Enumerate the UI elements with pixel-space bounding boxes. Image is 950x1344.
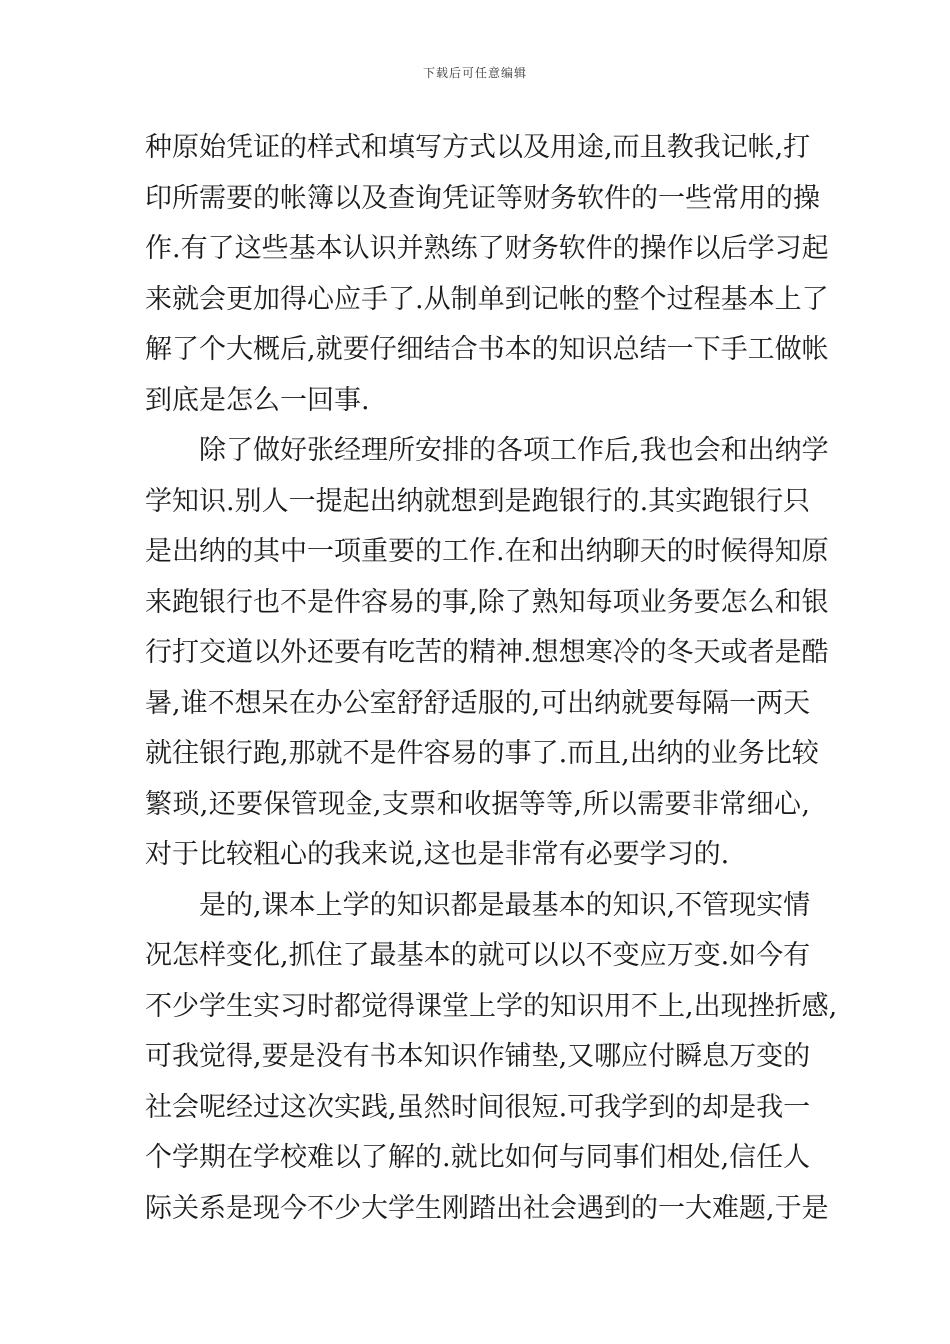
text-line: 个学期在学校难以了解的.就比如何与同事们相处,信任人	[145, 1142, 811, 1173]
text-line: 是出纳的其中一项重要的工作.在和出纳聊天的时候得知原	[145, 536, 829, 567]
text-line: 可我觉得,要是没有书本知识作铺垫,又哪应付瞬息万变的	[145, 1041, 811, 1072]
text-line: 种原始凭证的样式和填写方式以及用途,而且教我记帐,打	[145, 132, 811, 163]
text-line: 行打交道以外还要有吃苦的精神.想想寒冷的冬天或者是酷	[145, 637, 829, 668]
text-line: 繁琐,还要保管现金,支票和收据等等,所以需要非常细心,	[145, 788, 810, 820]
text-line: 到底是怎么一回事.	[145, 384, 370, 416]
text-line: 除了做好张经理所安排的各项工作后,我也会和出纳学	[199, 435, 829, 466]
text-line: 就往银行跑,那就不是件容易的事了.而且,出纳的业务比较	[145, 738, 819, 769]
document-body	[145, 130, 838, 1241]
text-line: 对于比较粗心的我来说,这也是非常有必要学习的.	[145, 839, 730, 870]
text-line: 解了个大概后,就要仔细结合书本的知识总结一下手工做帐	[145, 334, 829, 365]
page-header: 下载后可任意编辑	[422, 66, 527, 80]
text-line: 印所需要的帐簿以及查询凭证等财务软件的一些常用的操	[145, 182, 820, 214]
text-line: 是的,课本上学的知识都是最基本的知识,不管现实情	[199, 889, 811, 921]
text-line: 来就会更加得心应手了.从制单到记帐的整个过程基本上了	[145, 283, 829, 315]
text-line: 况怎样变化,抓住了最基本的就可以以不变应万变.如今有	[145, 940, 811, 971]
text-line: 际关系是现今不少大学生刚踏出社会遇到的一大难题,于是	[145, 1192, 829, 1224]
text-line: 来跑银行也不是件容易的事,除了熟知每项业务要怎么和银	[145, 586, 829, 618]
text-line: 作.有了这些基本认识并熟练了财务软件的操作以后学习起	[145, 233, 829, 264]
text-line: 暑,谁不想呆在办公室舒舒适服的,可出纳就要每隔一两天	[145, 687, 811, 719]
text-line: 学知识.别人一提起出纳就想到是跑银行的.其实跑银行只	[145, 485, 811, 517]
text-line: 社会呢经过这次实践,虽然时间很短.可我学到的却是我一	[145, 1091, 811, 1123]
text-line: 不少学生实习时都觉得课堂上学的知识用不上,出现挫折感,	[145, 990, 838, 1022]
